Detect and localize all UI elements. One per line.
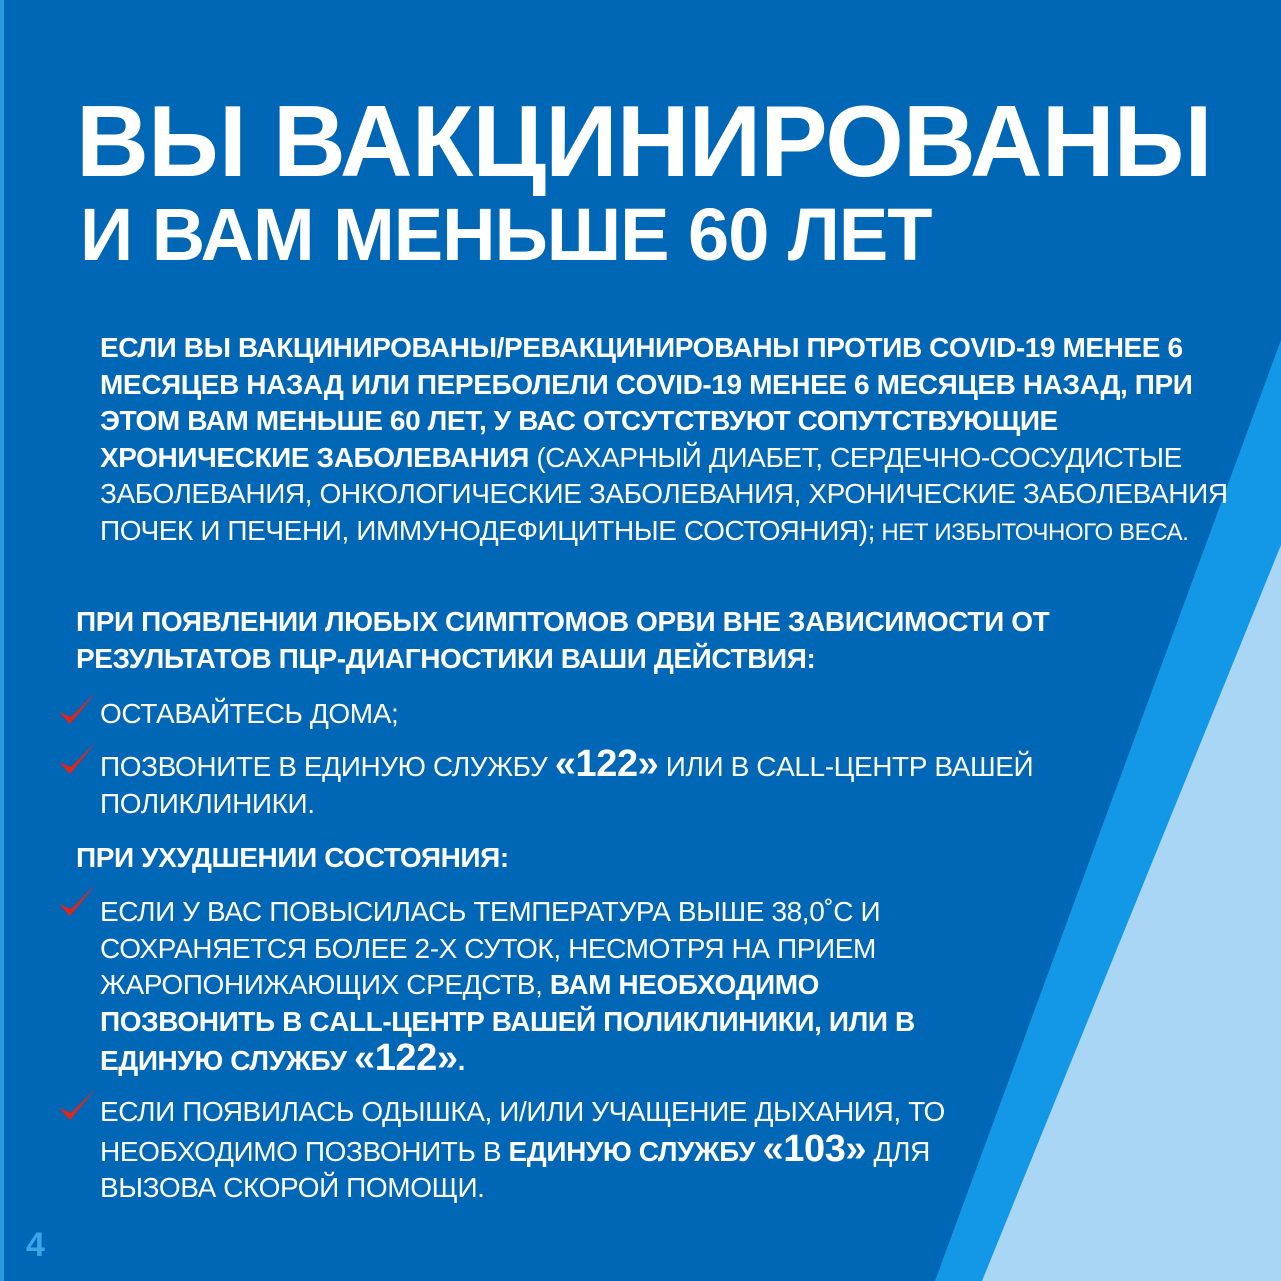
item-text: ЕСЛИ У ВАС ПОВЫСИЛАСЬ ТЕМПЕРАТУРА ВЫШЕ 38,0˚С И СОХРАНЯЕТСЯ БОЛЕЕ 2-Х СУТОК, НЕСМОТРЯ НА ПРИЕМ ЖАРОПОНИЖАЮЩИХ СРЕДСТВ, [100, 896, 881, 1000]
item-end: . [457, 1045, 466, 1076]
section2-item2 [100, 1094, 1000, 1207]
section2-item1 [100, 894, 1000, 1080]
check-icon [56, 1086, 98, 1126]
check-icon [56, 690, 98, 730]
section1-item1: ОСТАВАЙТЕСЬ ДОМА; [100, 698, 399, 729]
hotline-122: «122» [554, 743, 659, 785]
item-text: ИЛИ В CALL-ЦЕНТР ВАШЕЙ ПОЛИКЛИНИКИ. [100, 751, 1034, 819]
hotline-103: «103» [762, 1127, 867, 1170]
page-number: 4 [26, 1226, 45, 1264]
item-text: ДЛЯ ВЫЗОВА СКОРОЙ ПОМОЩИ. [100, 1135, 930, 1203]
intro-bold: ЕСЛИ ВЫ ВАКЦИНИРОВАНЫ/РЕВАКЦИНИРОВАНЫ ПРОТИВ COVID-19 МЕНЕЕ 6 МЕСЯЦЕВ НАЗАД ИЛИ ПЕРЕБОЛЕЛИ COVID-19 МЕНЕЕ 6 МЕСЯЦЕВ НАЗАД, ПРИ ЭТОМ ВАМ МЕНЬШЕ 60 ЛЕТ, У ВАС ОТСУТСТВУЮТ СОПУТСТВУЮЩИЕ ХРОНИЧЕСКИЕ ЗАБОЛЕВАНИЯ [100, 332, 1193, 473]
intro-small: НЕТ ИЗБЫТОЧНОГО ВЕСА. [875, 518, 1189, 546]
item-bold: ВАМ НЕОБХОДИМО ПОЗВОНИТЬ В CALL-ЦЕНТР ВАШЕЙ ПОЛИКЛИНИКИ, ИЛИ В ЕДИНУЮ СЛУЖБУ [100, 969, 915, 1076]
item-text: ПОЗВОНИТЕ В ЕДИНУЮ СЛУЖБУ [100, 751, 555, 782]
item-text: ЕСЛИ ПОЯВИЛАСЬ ОДЫШКА, И/ИЛИ УЧАЩЕНИЕ ДЫХАНИЯ, ТО НЕОБХОДИМО ПОЗВОНИТЬ В [100, 1096, 945, 1167]
check-icon [56, 740, 98, 780]
section1-item2 [100, 743, 1060, 822]
check-icon [56, 882, 98, 922]
page-title: ВЫ ВАКЦИНИРОВАНЫ [76, 86, 1212, 198]
page-subtitle: И ВАМ МЕНЬШЕ 60 ЛЕТ [80, 193, 932, 276]
section2-heading: ПРИ УХУДШЕНИИ СОСТОЯНИЯ: [76, 842, 509, 873]
intro-paragraph [100, 330, 1260, 551]
section1-heading: ПРИ ПОЯВЛЕНИИ ЛЮБЫХ СИМПТОМОВ ОРВИ ВНЕ ЗАВИСИМОСТИ ОТ РЕЗУЛЬТАТОВ ПЦР-ДИАГНОСТИКИ ВАШИ ДЕЙСТВИЯ: [76, 606, 1050, 674]
intro-regular: (САХАРНЫЙ ДИАБЕТ, СЕРДЕЧНО-СОСУДИСТЫЕ ЗАБОЛЕВАНИЯ, ОНКОЛОГИЧЕСКИЕ ЗАБОЛЕВАНИЯ, ХРОНИЧЕСКИЕ ЗАБОЛЕВАНИЯ ПОЧЕК И ПЕЧЕНИ, ИММУНОДЕФИЦИТНЫЕ СОСТОЯНИЯ); [100, 441, 1228, 546]
hotline-122: «122» [353, 1037, 458, 1079]
item-bold: ЕДИНУЮ СЛУЖБУ [508, 1135, 763, 1167]
